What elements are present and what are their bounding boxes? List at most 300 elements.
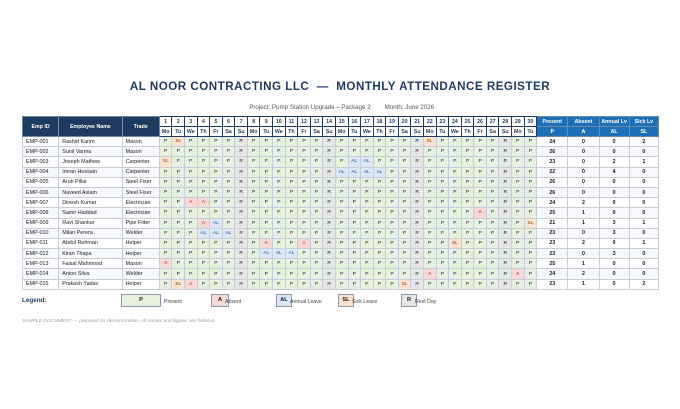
attendance-code-cell: P <box>184 147 197 157</box>
absent-total-cell: 0 <box>568 137 599 147</box>
emp-id-cell: EMP-012 <box>23 249 59 259</box>
employee-name-cell: Abdul Rehman <box>59 238 122 248</box>
attendance-code-cell: R <box>235 228 248 238</box>
attendance-code-cell: P <box>449 167 462 177</box>
present-total-cell: 23 <box>537 279 568 289</box>
attendance-code-cell: P <box>159 228 172 238</box>
annual-leave-total-cell: 3 <box>599 228 629 238</box>
col-emp-id-header: Emp ID <box>23 117 59 137</box>
attendance-code-cell: P <box>461 238 474 248</box>
attendance-code-cell: P <box>436 259 449 269</box>
attendance-code-cell: P <box>524 228 537 238</box>
attendance-code-cell: P <box>512 198 525 208</box>
attendance-code-cell: P <box>398 187 411 197</box>
attendance-code-cell: P <box>273 177 286 187</box>
attendance-code-cell: P <box>210 187 223 197</box>
attendance-code-cell: P <box>524 259 537 269</box>
attendance-code-cell: P <box>361 198 374 208</box>
header-row-days <box>23 117 659 127</box>
trade-cell: Helper <box>122 279 159 289</box>
attendance-code-cell: P <box>348 259 361 269</box>
attendance-code-cell: P <box>449 228 462 238</box>
attendance-code-cell: R <box>323 259 336 269</box>
legend-label: Sick Leave <box>352 299 378 305</box>
attendance-code-cell: P <box>461 208 474 218</box>
present-total-cell: 22 <box>537 167 568 177</box>
attendance-code-cell: P <box>260 187 273 197</box>
attendance-code-cell: R <box>411 177 424 187</box>
sick-leave-total-cell: 2 <box>629 137 658 147</box>
emp-id-cell: EMP-007 <box>23 198 59 208</box>
attendance-code-cell: P <box>260 137 273 147</box>
attendance-code-cell: P <box>436 218 449 228</box>
attendance-code-cell: P <box>285 228 298 238</box>
table-row <box>23 228 659 238</box>
attendance-code-cell: P <box>260 167 273 177</box>
attendance-code-cell: SL <box>159 157 172 167</box>
table-row <box>23 279 659 289</box>
attendance-code-cell: P <box>335 228 348 238</box>
attendance-code-cell: P <box>436 279 449 289</box>
attendance-code-cell: P <box>524 167 537 177</box>
attendance-code-cell: P <box>222 279 235 289</box>
attendance-code-cell: P <box>512 228 525 238</box>
attendance-code-cell: P <box>373 147 386 157</box>
attendance-code-cell: P <box>348 249 361 259</box>
day-number-header: 17 <box>361 117 374 127</box>
trade-cell: Carpenter <box>122 157 159 167</box>
attendance-code-cell: P <box>461 218 474 228</box>
attendance-code-cell: P <box>361 147 374 157</box>
attendance-code-cell: P <box>298 279 311 289</box>
attendance-code-cell: R <box>411 218 424 228</box>
attendance-code-cell: P <box>172 198 185 208</box>
attendance-code-cell: P <box>210 238 223 248</box>
employee-name-cell: Dinesh Kumar <box>59 198 122 208</box>
annual-leave-total-cell: 0 <box>599 238 629 248</box>
attendance-code-cell: P <box>524 177 537 187</box>
weekday-header: Su <box>323 127 336 137</box>
attendance-code-cell: P <box>373 208 386 218</box>
attendance-code-cell: P <box>449 279 462 289</box>
attendance-code-cell: P <box>474 269 487 279</box>
attendance-code-cell: P <box>373 157 386 167</box>
weekday-header: Sa <box>486 127 499 137</box>
attendance-code-cell: P <box>159 249 172 259</box>
attendance-code-cell: P <box>361 238 374 248</box>
attendance-code-cell: P <box>285 177 298 187</box>
attendance-code-cell: P <box>222 238 235 248</box>
attendance-code-cell: A <box>474 208 487 218</box>
attendance-code-cell: P <box>436 228 449 238</box>
weekday-header: Mo <box>159 127 172 137</box>
weekday-header: Fr <box>474 127 487 137</box>
legend-label: Annual Leave <box>290 299 322 305</box>
attendance-code-cell: P <box>373 269 386 279</box>
attendance-code-cell: P <box>486 167 499 177</box>
attendance-code-cell: R <box>323 269 336 279</box>
attendance-code-cell: P <box>285 137 298 147</box>
attendance-code-cell: P <box>210 249 223 259</box>
attendance-code-cell: P <box>512 249 525 259</box>
attendance-code-cell: P <box>398 218 411 228</box>
attendance-code-cell: P <box>386 177 399 187</box>
absent-total-cell: 1 <box>568 208 599 218</box>
attendance-code-cell: P <box>348 238 361 248</box>
attendance-code-cell: P <box>524 157 537 167</box>
attendance-code-cell: P <box>512 177 525 187</box>
attendance-code-cell: R <box>411 187 424 197</box>
attendance-code-cell: P <box>335 157 348 167</box>
attendance-code-cell: P <box>386 167 399 177</box>
attendance-code-cell: P <box>361 249 374 259</box>
attendance-code-cell: P <box>436 198 449 208</box>
day-number-header: 22 <box>423 117 436 127</box>
attendance-code-cell: A <box>298 238 311 248</box>
attendance-code-cell: P <box>285 147 298 157</box>
attendance-code-cell: P <box>348 208 361 218</box>
attendance-code-cell: R <box>235 187 248 197</box>
weekday-header: Fr <box>210 127 223 137</box>
attendance-code-cell: P <box>310 198 323 208</box>
summary-header: Present <box>537 117 568 127</box>
attendance-code-cell: P <box>474 228 487 238</box>
day-number-header: 27 <box>486 117 499 127</box>
table-row <box>23 269 659 279</box>
attendance-code-cell: R <box>411 269 424 279</box>
attendance-code-cell: P <box>247 249 260 259</box>
attendance-code-cell: P <box>423 218 436 228</box>
attendance-code-cell: P <box>184 249 197 259</box>
weekday-header: Tu <box>260 127 273 137</box>
weekday-header: Th <box>285 127 298 137</box>
legend-label: Rest Day <box>415 299 437 305</box>
attendance-code-cell: R <box>235 249 248 259</box>
attendance-code-cell: R <box>235 238 248 248</box>
attendance-sheet <box>22 116 659 290</box>
attendance-code-cell: P <box>361 269 374 279</box>
attendance-code-cell: P <box>222 208 235 218</box>
employee-name-cell: Imran Hossain <box>59 167 122 177</box>
annual-leave-total-cell: 0 <box>599 279 629 289</box>
day-number-header: 26 <box>474 117 487 127</box>
attendance-code-cell: P <box>310 259 323 269</box>
attendance-code-cell: P <box>461 187 474 197</box>
document-subtitle <box>0 97 680 111</box>
legend-label: Present <box>164 299 182 305</box>
attendance-code-cell: P <box>361 208 374 218</box>
emp-id-cell: EMP-013 <box>23 259 59 269</box>
sick-leave-total-cell: 0 <box>629 198 658 208</box>
weekday-header: Sa <box>398 127 411 137</box>
annual-leave-total-cell: 0 <box>599 147 629 157</box>
attendance-code-cell: P <box>197 249 210 259</box>
attendance-code-cell: P <box>436 187 449 197</box>
table-row <box>23 238 659 248</box>
attendance-code-cell: P <box>184 167 197 177</box>
attendance-code-cell: P <box>449 218 462 228</box>
employee-name-cell: Sunil Varma <box>59 147 122 157</box>
attendance-code-cell: P <box>273 279 286 289</box>
attendance-code-cell: P <box>210 157 223 167</box>
employee-name-cell: Ravi Shankar <box>59 218 122 228</box>
attendance-code-cell: P <box>260 157 273 167</box>
weekday-header: Su <box>499 127 512 137</box>
weekday-header: Mo <box>247 127 260 137</box>
attendance-code-cell: P <box>310 208 323 218</box>
attendance-code-cell: P <box>285 187 298 197</box>
table-row <box>23 137 659 147</box>
weekday-header: Sa <box>310 127 323 137</box>
attendance-code-cell: P <box>386 187 399 197</box>
attendance-code-cell: R <box>499 167 512 177</box>
attendance-code-cell: P <box>247 147 260 157</box>
day-number-header: 10 <box>273 117 286 127</box>
attendance-code-cell: P <box>310 218 323 228</box>
attendance-code-cell: R <box>411 259 424 269</box>
attendance-code-cell: P <box>310 249 323 259</box>
attendance-code-cell: R <box>411 208 424 218</box>
day-number-header: 24 <box>449 117 462 127</box>
attendance-code-cell: P <box>398 137 411 147</box>
attendance-code-cell: P <box>474 198 487 208</box>
summary-code-header: AL <box>599 127 629 137</box>
attendance-code-cell: R <box>499 218 512 228</box>
attendance-code-cell: P <box>449 269 462 279</box>
attendance-code-cell: R <box>411 157 424 167</box>
emp-id-cell: EMP-011 <box>23 238 59 248</box>
attendance-code-cell: P <box>524 279 537 289</box>
summary-code-header: P <box>537 127 568 137</box>
attendance-code-cell: P <box>298 218 311 228</box>
attendance-code-cell: P <box>373 238 386 248</box>
attendance-code-cell: P <box>461 228 474 238</box>
attendance-code-cell: P <box>423 249 436 259</box>
attendance-code-cell: P <box>273 218 286 228</box>
attendance-code-cell: P <box>423 228 436 238</box>
legend-swatch: SL <box>338 294 354 307</box>
attendance-code-cell: P <box>260 218 273 228</box>
attendance-code-cell: A <box>159 259 172 269</box>
attendance-code-cell: P <box>449 198 462 208</box>
attendance-code-cell: AL <box>335 167 348 177</box>
absent-total-cell: 0 <box>568 177 599 187</box>
attendance-code-cell: R <box>499 137 512 147</box>
attendance-code-cell: AL <box>210 228 223 238</box>
attendance-code-cell: SL <box>524 218 537 228</box>
attendance-code-cell: P <box>172 177 185 187</box>
legend <box>22 294 662 308</box>
attendance-code-cell: P <box>386 269 399 279</box>
attendance-code-cell: P <box>449 147 462 157</box>
attendance-code-cell: P <box>461 269 474 279</box>
present-total-cell: 24 <box>537 198 568 208</box>
attendance-code-cell: P <box>210 167 223 177</box>
attendance-code-cell: A <box>184 198 197 208</box>
col-name-header: Employee Name <box>59 117 122 137</box>
attendance-code-cell: R <box>235 208 248 218</box>
attendance-code-cell: P <box>386 259 399 269</box>
attendance-code-cell: R <box>235 177 248 187</box>
weekday-header: Su <box>235 127 248 137</box>
attendance-code-cell: P <box>159 218 172 228</box>
attendance-code-cell: P <box>197 259 210 269</box>
annual-leave-total-cell: 0 <box>599 208 629 218</box>
attendance-code-cell: P <box>197 157 210 167</box>
attendance-code-cell: P <box>423 187 436 197</box>
day-number-header: 20 <box>398 117 411 127</box>
attendance-code-cell: P <box>298 187 311 197</box>
attendance-code-cell: P <box>373 249 386 259</box>
attendance-code-cell: P <box>373 259 386 269</box>
footnote: SAMPLE DOCUMENT — prepared for demonstration. All names and figures are fictional. <box>22 319 216 324</box>
attendance-code-cell: P <box>247 157 260 167</box>
attendance-code-cell: P <box>184 228 197 238</box>
attendance-code-cell: P <box>260 198 273 208</box>
trade-cell: Mason <box>122 147 159 157</box>
attendance-code-cell: P <box>273 187 286 197</box>
day-number-header: 1 <box>159 117 172 127</box>
attendance-code-cell: R <box>323 208 336 218</box>
attendance-code-cell: P <box>524 238 537 248</box>
attendance-code-cell: R <box>411 167 424 177</box>
attendance-code-cell: P <box>398 177 411 187</box>
attendance-code-cell: P <box>386 228 399 238</box>
attendance-code-cell: P <box>386 147 399 157</box>
emp-id-cell: EMP-015 <box>23 279 59 289</box>
attendance-code-cell: P <box>222 137 235 147</box>
trade-cell: Pipe Fitter <box>122 218 159 228</box>
day-number-header: 12 <box>298 117 311 127</box>
attendance-code-cell: R <box>235 269 248 279</box>
attendance-code-cell: P <box>172 259 185 269</box>
attendance-code-cell: P <box>260 177 273 187</box>
attendance-code-cell: P <box>172 167 185 177</box>
attendance-code-cell: P <box>298 157 311 167</box>
emp-id-cell: EMP-003 <box>23 157 59 167</box>
attendance-code-cell: P <box>184 218 197 228</box>
attendance-code-cell: R <box>323 218 336 228</box>
attendance-code-cell: P <box>310 228 323 238</box>
attendance-code-cell: P <box>335 187 348 197</box>
attendance-code-cell: P <box>486 249 499 259</box>
attendance-code-cell: P <box>512 279 525 289</box>
attendance-code-cell: P <box>247 228 260 238</box>
attendance-code-cell: P <box>423 279 436 289</box>
attendance-code-cell: P <box>512 167 525 177</box>
attendance-code-cell: P <box>423 157 436 167</box>
day-number-header: 5 <box>210 117 223 127</box>
attendance-code-cell: R <box>411 147 424 157</box>
attendance-code-cell: P <box>172 238 185 248</box>
legend-swatch: A <box>211 294 229 307</box>
summary-code-header: A <box>568 127 599 137</box>
attendance-code-cell: AL <box>273 249 286 259</box>
sick-leave-total-cell: 1 <box>629 157 658 167</box>
absent-total-cell: 2 <box>568 198 599 208</box>
weekday-header: Tu <box>348 127 361 137</box>
attendance-code-cell: P <box>386 218 399 228</box>
attendance-code-cell: P <box>197 238 210 248</box>
day-number-header: 15 <box>335 117 348 127</box>
attendance-code-cell: P <box>348 147 361 157</box>
weekday-header: We <box>449 127 462 137</box>
attendance-code-cell: R <box>235 157 248 167</box>
attendance-code-cell: P <box>486 187 499 197</box>
attendance-code-cell: P <box>461 249 474 259</box>
day-number-header: 2 <box>172 117 185 127</box>
attendance-code-cell: P <box>524 137 537 147</box>
attendance-code-cell: AL <box>373 167 386 177</box>
attendance-code-cell: P <box>386 249 399 259</box>
present-total-cell: 24 <box>537 137 568 147</box>
attendance-code-cell: P <box>361 279 374 289</box>
attendance-code-cell: P <box>260 208 273 218</box>
attendance-code-cell: P <box>373 228 386 238</box>
attendance-code-cell: AL <box>210 218 223 228</box>
attendance-code-cell: A <box>423 269 436 279</box>
attendance-code-cell: P <box>172 187 185 197</box>
attendance-code-cell: R <box>235 167 248 177</box>
absent-total-cell: 0 <box>568 167 599 177</box>
attendance-code-cell: P <box>310 167 323 177</box>
attendance-code-cell: R <box>323 238 336 248</box>
attendance-code-cell: P <box>273 198 286 208</box>
attendance-code-cell: AL <box>361 167 374 177</box>
attendance-code-cell: P <box>335 208 348 218</box>
attendance-code-cell: P <box>184 177 197 187</box>
employee-name-cell: Joseph Mathew <box>59 157 122 167</box>
attendance-code-cell: P <box>159 208 172 218</box>
attendance-code-cell: P <box>285 157 298 167</box>
attendance-code-cell: P <box>172 157 185 167</box>
attendance-code-cell: P <box>247 177 260 187</box>
attendance-code-cell: P <box>398 208 411 218</box>
attendance-code-cell: P <box>512 147 525 157</box>
attendance-code-cell: P <box>423 147 436 157</box>
attendance-code-cell: P <box>423 198 436 208</box>
attendance-code-cell: P <box>348 279 361 289</box>
attendance-code-cell: P <box>436 167 449 177</box>
present-total-cell: 23 <box>537 238 568 248</box>
sick-leave-total-cell: 0 <box>629 147 658 157</box>
attendance-code-cell: P <box>273 137 286 147</box>
weekday-header: We <box>273 127 286 137</box>
attendance-code-cell: P <box>335 137 348 147</box>
attendance-code-cell: P <box>222 198 235 208</box>
attendance-code-cell: P <box>247 137 260 147</box>
attendance-code-cell: R <box>235 147 248 157</box>
attendance-code-cell: P <box>386 198 399 208</box>
attendance-code-cell: P <box>285 238 298 248</box>
attendance-code-cell: R <box>411 137 424 147</box>
attendance-code-cell: P <box>461 259 474 269</box>
annual-leave-total-cell: 0 <box>599 259 629 269</box>
weekday-header: Tu <box>436 127 449 137</box>
attendance-code-cell: P <box>524 198 537 208</box>
attendance-code-cell: P <box>210 147 223 157</box>
attendance-code-cell: P <box>222 249 235 259</box>
sick-leave-total-cell: 0 <box>629 259 658 269</box>
summary-header: Annual Lv <box>599 117 629 127</box>
attendance-code-cell: P <box>184 208 197 218</box>
attendance-code-cell: P <box>486 238 499 248</box>
annual-leave-total-cell: 3 <box>599 218 629 228</box>
attendance-code-cell: P <box>461 279 474 289</box>
absent-total-cell: 1 <box>568 279 599 289</box>
attendance-code-cell: P <box>474 259 487 269</box>
attendance-code-cell: P <box>474 249 487 259</box>
